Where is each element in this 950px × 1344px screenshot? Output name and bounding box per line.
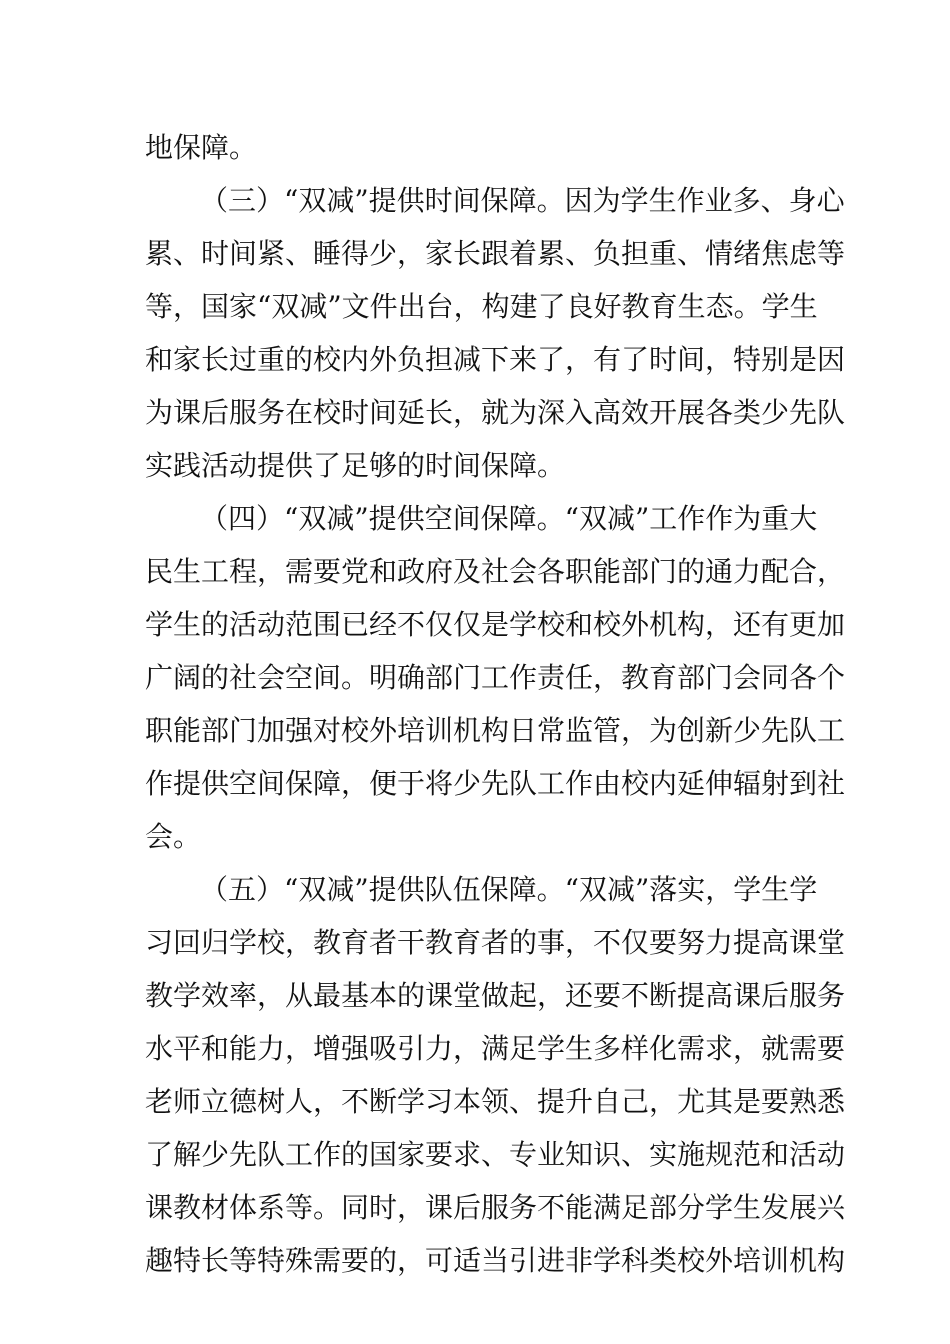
text-line-7: 实践活动提供了足够的时间保障。	[145, 449, 566, 482]
text-line-6: 为课后服务在校时间延长，就为深入高效开展各类少先队	[145, 396, 846, 429]
text-line-4: 等，国家“双减”文件出台，构建了良好教育生态。学生	[145, 290, 818, 323]
text-line-21: 课教材体系等。同时，课后服务不能满足部分学生发展兴	[145, 1191, 846, 1224]
text-line-19: 老师立德树人，不断学习本领、提升自己，尤其是要熟悉	[145, 1085, 846, 1118]
text-line-3: 累、时间紧、睡得少，家长跟着累、负担重、情绪焦虑等	[145, 237, 846, 270]
text-line-16: 习回归学校，教育者干教育者的事，不仅要努力提高课堂	[145, 926, 846, 959]
text-line-9: 民生工程，需要党和政府及社会各职能部门的通力配合，	[145, 555, 846, 588]
text-line-1: 地保障。	[145, 131, 258, 164]
text-line-8: （四）“双减”提供空间保障。“双减”工作作为重大	[200, 502, 818, 535]
text-line-11: 广阔的社会空间。明确部门工作责任，教育部门会同各个	[145, 661, 846, 694]
text-line-5: 和家长过重的校内外负担减下来了，有了时间，特别是因	[145, 343, 846, 376]
text-line-10: 学生的活动范围已经不仅仅是学校和校外机构，还有更加	[145, 608, 846, 641]
text-line-12: 职能部门加强对校外培训机构日常监管，为创新少先队工	[145, 714, 846, 747]
text-line-20: 了解少先队工作的国家要求、专业知识、实施规范和活动	[145, 1138, 846, 1171]
text-line-15: （五）“双减”提供队伍保障。“双减”落实，学生学	[200, 873, 818, 906]
text-line-14: 会。	[145, 820, 202, 853]
text-line-17: 教学效率，从最基本的课堂做起，还要不断提高课后服务	[145, 979, 846, 1012]
text-line-13: 作提供空间保障，便于将少先队工作由校内延伸辐射到社	[145, 767, 846, 800]
text-line-18: 水平和能力，增强吸引力，满足学生多样化需求，就需要	[145, 1032, 846, 1065]
text-line-2: （三）“双减”提供时间保障。因为学生作业多、身心	[200, 184, 845, 217]
text-line-22: 趣特长等特殊需要的，可适当引进非学科类校外培训机构	[145, 1244, 846, 1277]
